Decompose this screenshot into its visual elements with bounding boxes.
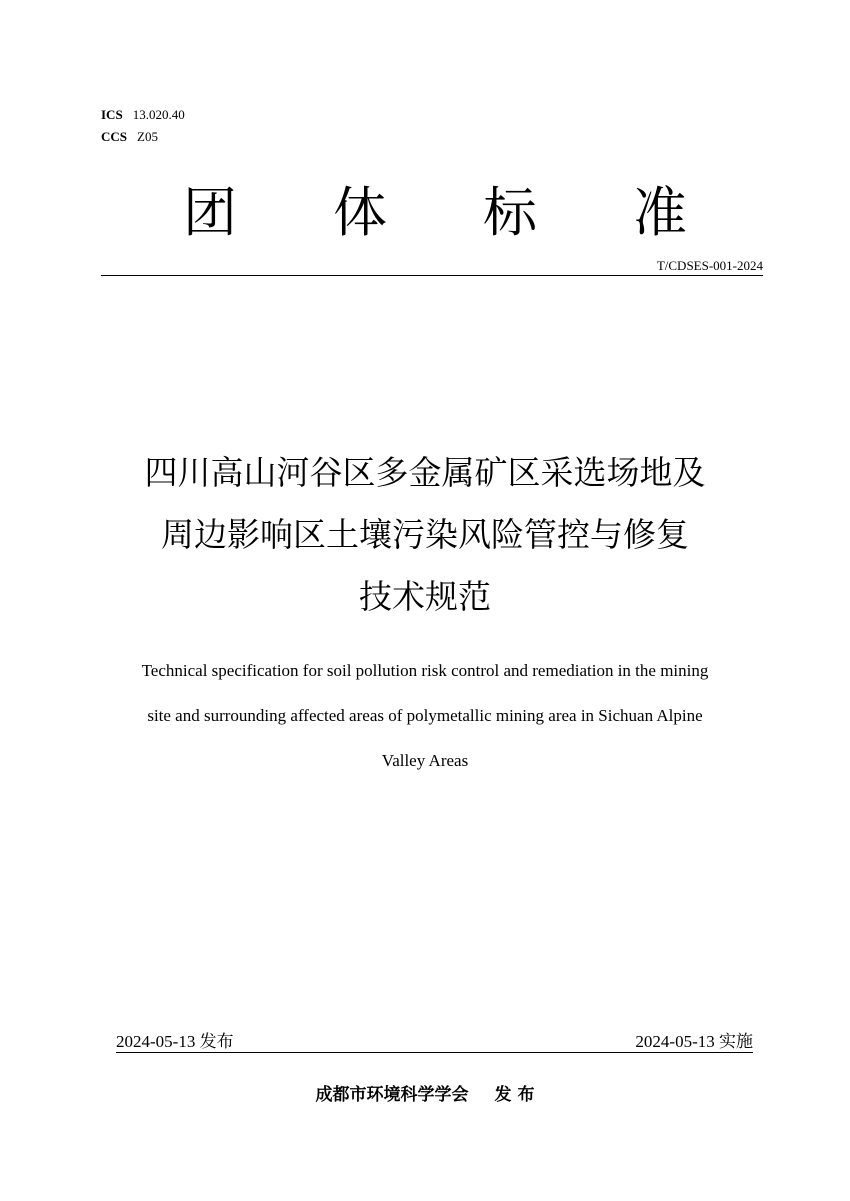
standard-number: T/CDSES-001-2024 bbox=[656, 258, 763, 273]
classification-codes bbox=[101, 104, 185, 148]
title-cn-line: 周边影响区土壤污染风险管控与修复 bbox=[161, 515, 689, 554]
publish-date-group bbox=[116, 1030, 234, 1054]
ccs-value: Z05 bbox=[137, 129, 158, 144]
standard-type-char: 准 bbox=[633, 181, 687, 244]
title-english bbox=[85, 648, 765, 783]
standard-type-heading bbox=[101, 178, 763, 248]
title-cn-line: 四川高山河谷区多金属矿区采选场地及 bbox=[144, 453, 706, 492]
implement-date-group bbox=[635, 1030, 753, 1054]
ics-row bbox=[101, 104, 185, 126]
standard-type-char: 团 bbox=[183, 181, 237, 244]
ccs-label: CCS bbox=[101, 129, 128, 144]
standard-type-char: 标 bbox=[483, 181, 537, 244]
header-rule bbox=[101, 275, 763, 276]
publisher-action: 发 布 bbox=[494, 1085, 535, 1105]
title-cn-line: 技术规范 bbox=[359, 577, 491, 616]
ics-value: 13.020.40 bbox=[132, 107, 185, 122]
title-en-line: site and surrounding affected areas of polymetallic mining area in Sichuan Alpine bbox=[147, 706, 703, 725]
title-en-line: Technical specification for soil pollution risk control and remediation in the mining bbox=[141, 661, 709, 680]
title-chinese bbox=[40, 442, 810, 628]
ccs-row bbox=[101, 126, 185, 148]
ics-label: ICS bbox=[101, 107, 123, 122]
publish-date: 2024-05-13 bbox=[116, 1032, 196, 1051]
publisher-name: 成都市环境科学学会 bbox=[315, 1085, 469, 1105]
implement-date: 2024-05-13 bbox=[635, 1032, 715, 1051]
publisher-line bbox=[0, 1083, 850, 1107]
standard-type-char: 体 bbox=[333, 181, 387, 244]
date-row bbox=[116, 1030, 753, 1054]
publish-label: 发布 bbox=[199, 1032, 234, 1052]
title-en-line: Valley Areas bbox=[381, 751, 469, 770]
implement-label: 实施 bbox=[719, 1032, 753, 1052]
